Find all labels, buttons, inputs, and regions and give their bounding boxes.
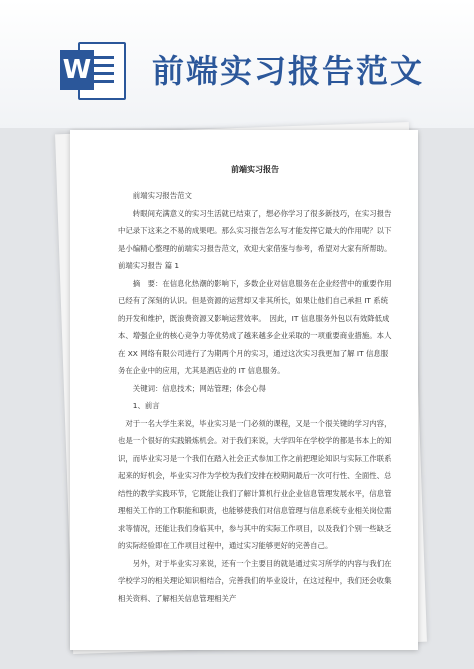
header-banner [0,0,474,128]
paragraph-abstract: 摘 要：在信息化热潮的影响下，多数企业对信息服务在企业经营中的重要作用已经有了深刻的认识。但是资源的运营却又非其所长，如果让他们自己承担 IT 系统的开发和维护，既浪费资源又影响运营效率。 因此，IT 信息服务外包以有效降低成本、增强企业的核心竞争力等优势成了越来越多企业采取的一项重要商业措施。本人在 XX 网络有限公司进行了为期两个月的实习，通过这次实习我更加了解 IT 信息服务在企业中的应用，尤其是酒店业的 IT 信息服务。 [118,278,392,375]
document-page [70,130,418,650]
paragraph-keywords: 关键词：信息技术；网站管理；体会心得 [132,383,266,393]
document-title: 前端实习报告 [231,165,279,174]
paragraph-body: 另外，对于毕业实习来说，还有一个主要目的就是通过实习所学的内容与我们在学校学习的相关理论知识相结合，完善我们的毕业设计，在这过程中，我们还会收集相关资料、了解相关信息管理相关产 [118,558,392,603]
paragraph-body: 对于一名大学生来说，毕业实习是一门必须的课程，又是一个很关键的学习内容，也是一个很好的实践锻炼机会。对于我们来说，大学四年在学校学的都是书本上的知识，而毕业实习是一个我们在踏入社会正式参加工作之前把理论知识与实际工作联系起来的好机会，毕业实习作为学校为我们安排在校期间最后一次可行性、全面性、总结性的教学实践环节，它既能让我们了解计算机行业企业信息管理发展水平，信息管理相关工作的工作职能和职责，也能够使我们对信息管理与信息系统专业相关岗位需求等情况，还能让我们身临其中，参与其中的实际工作项目，以及我们个别一些缺乏的实际经验即在工作项目过程中，通过实习能够更好的完善自己。 [118,418,392,550]
paragraph-subtitle: 前端实习报告范文 [132,191,192,200]
section-heading: 前端实习报告 篇 1 [118,261,180,270]
subsection-heading: 1、前言 [132,401,160,410]
paragraph-intro: 转眼间充满意义的实习生活就已结束了，想必你学习了很多新技巧，在实习报告中记录下这来之不易的成果吧。那么实习报告怎么写才能发挥它最大的作用呢？以下是小编精心整理的前端实习报告范文，欢迎大家借鉴与参考，希望对大家有所帮助。 [118,208,392,253]
word-document-icon [60,38,126,100]
banner-title: 前端实习报告范文 [152,52,425,90]
word-logo-letter: W [60,50,94,90]
